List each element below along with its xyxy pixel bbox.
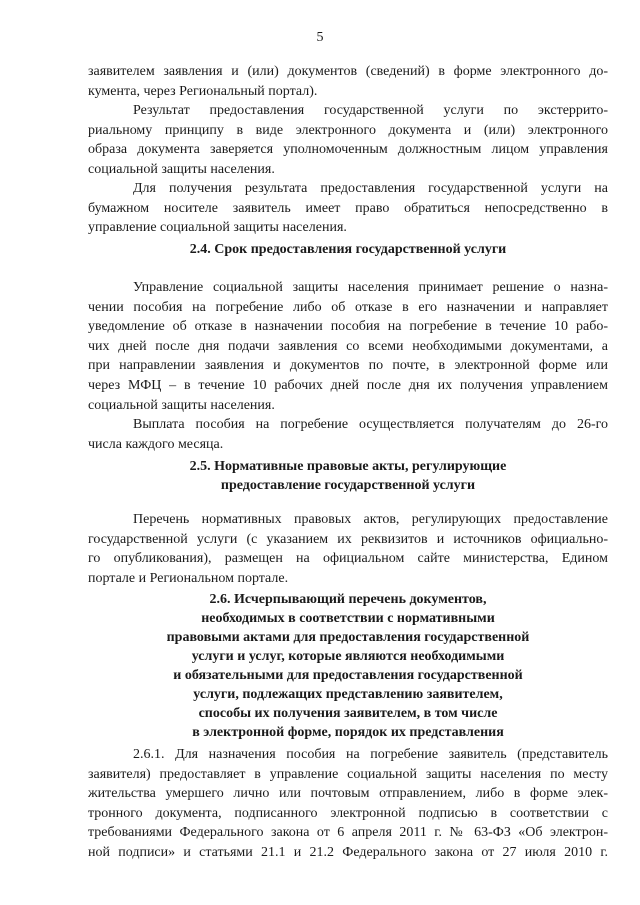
paragraph-electronic-submission	[88, 62, 608, 101]
paragraph-2-6-1	[88, 745, 608, 863]
text-line: Управление социальной защиты населения принимает решение о назна-	[133, 280, 608, 295]
heading-line: необходимых в соответствии с нормативными	[201, 611, 495, 626]
section-heading-2-6	[88, 590, 608, 742]
text-line: бумажном носителе заявитель имеет право обратиться непосредственно в	[88, 200, 608, 216]
text-line: заявителем заявления и (или) документов (сведений) в форме электронного до-	[88, 64, 608, 79]
heading-line: услуги, подлежащих представлению заявителем,	[193, 687, 503, 702]
paragraph-legal-acts	[88, 510, 608, 588]
text-line: государственной услуги (с указанием их реквизитов и источников официально-	[88, 531, 608, 547]
text-line: уведомление об отказе в назначении пособия на погребение в течение 10 рабо-	[88, 319, 608, 335]
text-line: числа каждого месяца.	[88, 436, 224, 452]
page-number: 5	[316, 30, 324, 45]
heading-line: способы их получения заявителем, в том числе	[198, 706, 498, 721]
text-line: риальному принципу в виде электронного документа и (или) электронного	[88, 122, 608, 138]
text-line: при направлении заявления и документов по почте, в электронной форме или	[88, 358, 608, 374]
text-line: социальной защиты населения.	[88, 161, 275, 177]
text-line: чении пособия на погребение либо об отказе в его назначении и направляет	[88, 299, 608, 315]
text-line: тронного документа, подписанного электронной подписью в соответствии с	[88, 805, 608, 821]
section-heading-2-5	[88, 457, 608, 495]
heading-line: в электронной форме, порядок их представления	[192, 725, 504, 740]
text-line: требованиями Федерального закона от 6 апреля 2011 г. № 63-ФЗ «Об электрон-	[88, 825, 608, 841]
text-line: го опубликования), размещен на официальном сайте министерства, Едином	[88, 551, 608, 567]
paragraph-paper-result	[88, 179, 608, 238]
text-line: Результат предоставления государственной услуги по экстеррито-	[133, 103, 608, 118]
text-line: социальной защиты населения.	[88, 397, 275, 413]
text-line: Выплата пособия на погребение осуществляется получателям до 26-го	[133, 417, 608, 432]
heading-line: услуги и услуг, которые являются необходимыми	[191, 649, 505, 664]
section-heading-2-4: 2.4. Срок предоставления государственной услуги	[189, 242, 507, 257]
text-line: портале и Региональном портале.	[88, 570, 289, 586]
text-line: кумента, через Региональный портал).	[88, 83, 318, 99]
text-line: заявителя) предоставляет в управление социальной защиты населения по месту	[88, 766, 608, 782]
text-line: 2.6.1. Для назначения пособия на погребение заявитель (представитель	[133, 747, 608, 762]
text-line: Перечень нормативных правовых актов, регулирующих предоставление	[133, 512, 608, 527]
text-line: образа документа заверяется уполномоченным должностным лицом управления	[88, 142, 608, 158]
text-line: жительства умершего лично или почтовым отправлением, либо в форме элек-	[88, 786, 608, 802]
heading-line: 2.5. Нормативные правовые акты, регулирующие	[189, 459, 507, 474]
text-line: управление социальной защиты населения.	[88, 220, 347, 236]
text-line: чих дней после дня подачи заявления со всеми необходимыми документами, а	[88, 338, 608, 354]
text-line: Для получения результата предоставления государственной услуги на	[133, 181, 608, 196]
heading-line: предоставление государственной услуги	[220, 478, 476, 493]
heading-line: 2.6. Исчерпывающий перечень документов,	[209, 592, 487, 607]
text-line: через МФЦ – в течение 10 рабочих дней после дня их получения управлением	[88, 377, 608, 393]
paragraph-decision-term	[88, 278, 608, 415]
heading-line: правовыми актами для предоставления государственной	[166, 630, 530, 645]
paragraph-extraterritorial-result	[88, 101, 608, 179]
paragraph-payment	[88, 415, 608, 454]
heading-line: и обязательными для предоставления государственной	[173, 668, 523, 683]
text-line: ной подписи» и статьями 21.1 и 21.2 Федерального закона от 27 июля 2010 г.	[88, 844, 608, 860]
